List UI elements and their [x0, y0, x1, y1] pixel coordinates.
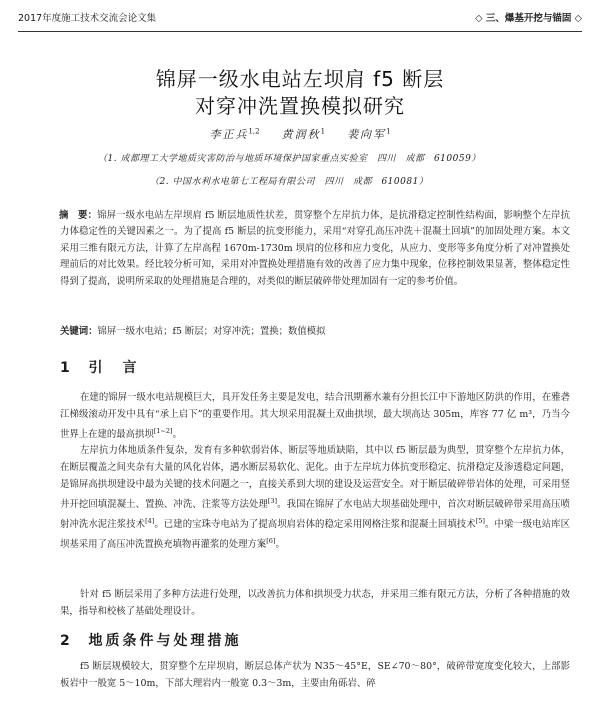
citation-ref: [4] — [145, 517, 155, 526]
paper-title-line-1: 锦屏一级水电站左坝肩 f5 断层 — [155, 67, 445, 91]
paragraph-text: 。我国在锦屏了水电站大坝基础处理中，首次对断层破碎带采用高压喷射冲洗水泥注浆技术 — [60, 499, 570, 531]
header-section-title: ◇ 三、爆基开挖与锚固 ◇ — [475, 13, 582, 24]
citation-ref: [6] — [266, 537, 276, 546]
paragraph-text: 在建的锦屏一级水电站规模巨大，具开发任务主要是发电，结合汛期蓄水兼有分担长江中下游地区防洪的作用，在雅砻江梯级滚动开发中具有“承上启下”的重要作用。其大坝采用混凝土双曲拱坝，最大坝高达 305m，库容 77 亿 m³，乃当今世界上在建的最高拱坝 — [60, 392, 570, 441]
section-heading-geology — [60, 630, 242, 650]
paragraph-text: 左岸抗力体地质条件复杂，发育有多种软弱岩体、断层等地质缺陷，其中以 f5 断层最为典型，贯穿整个左岸抗力体，在断层覆盖之间夹杂有大量的风化岩体，遇水断层易软化、泥化。由于左岸坑力体抗变形稳定、抗滑稳定及渗透稳定问题，是锦屏高拱坝建设中最为关键的技术问题之一，直接关系到大坝的建设及运营安全。对于断层破碎带岩体的处理，可采用竖井开挖回填混凝土、置换、冲洗、注浆等方法处理 — [60, 445, 570, 511]
author-name: 黄润秋 — [281, 128, 321, 141]
abstract — [60, 208, 570, 290]
affiliation-1: （1. 成都理工大学地质灾害防治与地质环境保护国家重点实验室 四川 成都 610059） — [98, 154, 481, 164]
abstract-text: 锦屏一级水电站左岸坝肩 f5 断层地质性状差，贯穿整个左岸抗力体，是抗滑稳定控制性结构面，影响整个左岸抗力体稳定性的关键因素之一。为了提高 f5 断层的抗变形能力，采用“对穿孔高压冲洗＋混凝土回填”的加固处理方案。本文采用三维有限元方法，计算了左岸高程 1670m-1730m 坝肩的位移和应力变化，从应力、变形等多角度分析了对冲置换处理前后的对比效果。经比较分析可知，采用对冲置换处理措施有效的改善了应力集中现象，位移控制效果显著，整体稳定性得到了提高，说明所采取的处理措施是合理的，对类似的断层破碎带处理加固有一定的参考价值。 — [60, 210, 570, 287]
author-name: 李正兵 — [209, 128, 249, 141]
author-affiliation-mark: 1,2 — [248, 127, 260, 136]
affiliation-2: （2. 中国水利水电第七工程局有限公司 四川 成都 610081） — [150, 177, 429, 187]
author-affiliation-mark: 1 — [320, 127, 326, 136]
section-title: 引 言 — [88, 360, 140, 376]
body-paragraph-1 — [60, 389, 570, 443]
author-affiliation-mark: 1 — [386, 127, 391, 136]
section-number: 1 — [60, 360, 73, 376]
author-name: 裴向军 — [347, 128, 387, 141]
abstract-label: 摘 要： — [59, 210, 98, 221]
body-paragraph-2 — [60, 442, 570, 553]
header-proceedings-title: 2017年度施工技术交流会论文集 — [18, 13, 157, 24]
paragraph-text: 。已建的宝珠寺电站为了提高坝肩岩体的稳定采用网格注浆和混凝土回填技术 — [154, 519, 476, 531]
section-title: 地质条件与处理措施 — [88, 633, 242, 649]
body-paragraph-3: 针对 f5 断层采用了多种方法进行处理，以改善抗力体和拱坝受力状态，并采用三维有限元方法，分析了各种措施的效果，指导和校核了基础处理设计。 — [60, 589, 570, 617]
header-rule — [18, 31, 582, 32]
paper-title-line-2: 对穿冲洗置换模拟研究 — [195, 94, 405, 118]
citation-ref: [5] — [475, 517, 485, 526]
paragraph-text: 。 — [275, 539, 285, 551]
paragraph-text: 。 — [172, 429, 182, 441]
paragraph-text: 。中梁一级电站库区坝基采用了高压冲洗置换充填物再灌浆的处理方案 — [60, 519, 570, 551]
keywords-label: 关键词： — [60, 326, 98, 337]
section-heading-introduction — [60, 357, 140, 377]
citation-ref: [3] — [267, 497, 278, 505]
running-header — [18, 10, 582, 28]
body-paragraph-4: f5 断层规模较大，贯穿整个左岸坝肩，断层总体产状为 N35～45°E，SE∠70～80°，破碎带宽度变化较大，上部影板岩中一般宽 5～10m，下部大理岩内一般宽 0.3～3m，主要由角砾岩、碎 — [60, 661, 570, 689]
section-number: 2 — [60, 633, 73, 649]
keywords-text: 锦屏一级水电站；f5 断层；对穿冲洗；置换；数值模拟 — [97, 326, 326, 337]
keywords — [60, 324, 570, 340]
citation-ref: [1~2] — [153, 427, 173, 435]
author-list — [0, 126, 600, 142]
